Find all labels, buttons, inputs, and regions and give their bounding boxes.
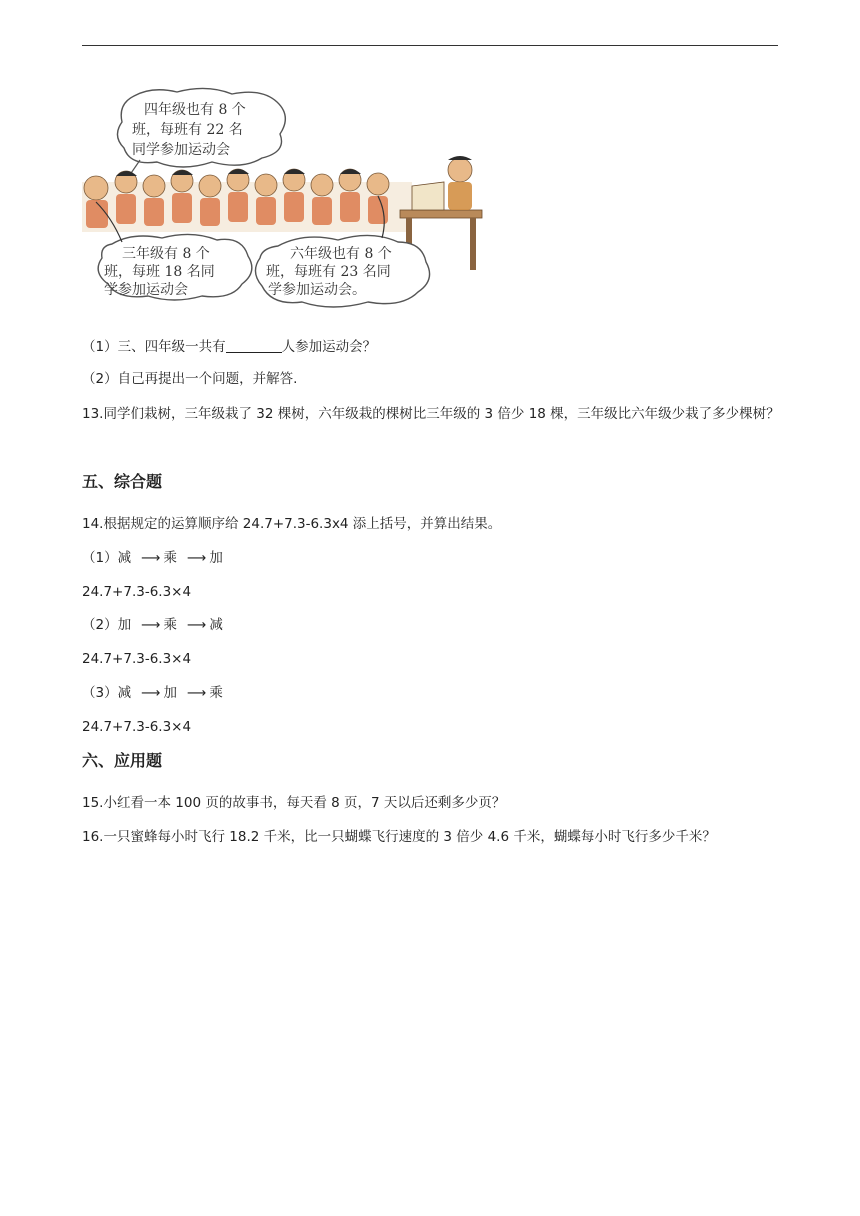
q14-part3-expression: 24.7+7.3-6.3×4 (82, 719, 192, 735)
bubble-right-line-2: 班，每班有 23 名同 (266, 264, 391, 280)
op-3: 减 (209, 617, 223, 633)
section-5-heading: 五、综合题 (82, 472, 163, 491)
q14-part1-expression: 24.7+7.3-6.3×4 (82, 584, 192, 600)
arrow-icon: ⟶ (141, 685, 161, 701)
section-6-heading: 六、应用题 (82, 751, 163, 770)
op-1: 加 (117, 617, 132, 633)
bubble-left-line-1: 三年级有 8 个 (122, 246, 210, 262)
q14-part3-label: （3） (82, 685, 118, 701)
bubble-left-line-2: 班，每班 18 名同 (104, 264, 215, 280)
op-2: 加 (163, 685, 177, 701)
q12-part1-suffix: 人参加运动会？ (281, 339, 377, 355)
arrow-icon: ⟶ (141, 550, 161, 566)
q14-part2-order (82, 616, 223, 634)
bubble-top-line-2: 班，每班有 22 名 (132, 122, 243, 138)
children-crowd (82, 169, 412, 232)
q14-part3-order (82, 684, 223, 702)
q12-part2: （2）自己再提出一个问题，并解答. (82, 371, 298, 387)
arrow-icon: ⟶ (186, 617, 207, 633)
arrow-icon: ⟶ (186, 685, 207, 701)
q14-part2-label: （2） (82, 617, 118, 633)
bubble-top-line-1: 四年级也有 8 个 (144, 102, 246, 118)
bubble-right-line-3: 学参加运动会。 (268, 282, 366, 298)
q12-part1 (82, 338, 376, 356)
header-rule (82, 45, 778, 46)
question-14-stem: 14.根据规定的运算顺序给 24.7+7.3-6.3x4 添上括号，并算出结果。 (82, 516, 502, 532)
bubble-left-line-3: 学参加运动会 (104, 282, 188, 298)
question-13: 13.同学们栽树，三年级栽了 32 棵树，六年级栽的棵树比三年级的 3 倍少 18 棵，三年级比六年级少栽了多少棵树？ (82, 406, 780, 422)
op-1: 减 (117, 550, 132, 566)
op-3: 乘 (209, 685, 223, 701)
q12-part1-prefix: （1）三、四年级一共有 (82, 339, 226, 355)
bubble-right-line-1: 六年级也有 8 个 (290, 246, 392, 262)
op-2: 乘 (163, 617, 177, 633)
question-15: 15.小红看一本 100 页的故事书，每天看 8 页，7 天以后还剩多少页？ (82, 795, 506, 811)
arrow-icon: ⟶ (186, 550, 207, 566)
op-3: 加 (209, 550, 223, 566)
q14-part2-expression: 24.7+7.3-6.3×4 (82, 651, 192, 667)
q14-part1-order (82, 549, 223, 567)
arrow-icon: ⟶ (141, 617, 161, 633)
answer-blank[interactable] (226, 338, 282, 353)
q14-part1-label: （1） (82, 550, 118, 566)
question-16: 16.一只蜜蜂每小时飞行 18.2 千米，比一只蝴蝶飞行速度的 3 倍少 4.6 千米，蝴蝶每小时飞行多少千米？ (82, 829, 716, 845)
bubble-top-line-3: 同学参加运动会 (132, 142, 230, 158)
sports-meet-illustration (82, 86, 486, 316)
op-1: 减 (117, 685, 132, 701)
op-2: 乘 (163, 550, 177, 566)
